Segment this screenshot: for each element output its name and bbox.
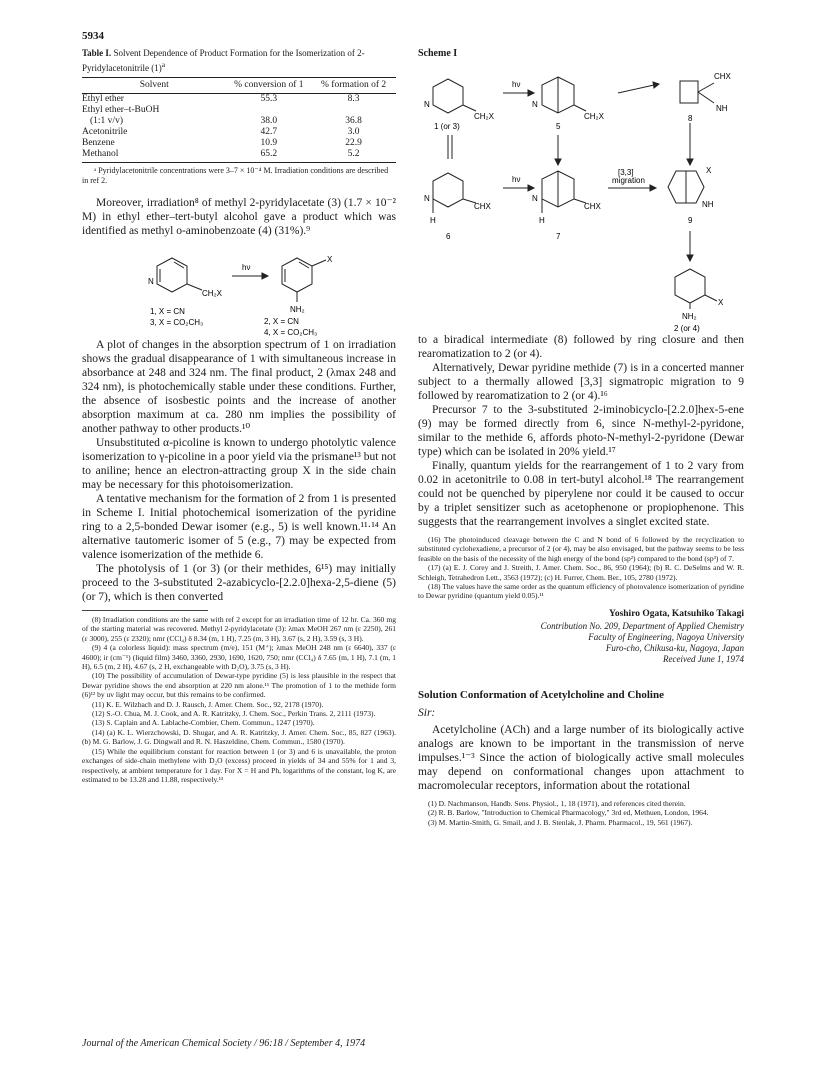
scheme-label-9: 9 — [688, 216, 693, 225]
svg-text:N: N — [532, 194, 538, 203]
cell-formation: 5.2 — [311, 149, 396, 163]
scheme-hv-2: hν — [512, 175, 521, 184]
cell-conversion: 42.7 — [260, 127, 278, 137]
solvent-table — [82, 77, 396, 163]
scheme-label-6: 6 — [446, 232, 451, 241]
scheme-struct-1 — [433, 79, 463, 113]
scheme-chx-8: CHX — [714, 72, 731, 81]
scheme-struct-2 — [675, 269, 705, 303]
scheme-label-8: 8 — [688, 114, 693, 123]
reference-item: (15) While the equilibrium constant for reaction between 1 (or 3) and 6 is unavailable, the proton exchanges of side-chain methylene with D₂O (excess) proceed in yields of 34 and 55% for 1 and 3, respectively, at ambient temperature for 1 day. For X = H and Ph, logarithms of the constant, log K, are estimated to be 13.28 and 11.88, respectively.¹³ — [82, 746, 396, 784]
reference-item: (14) (a) K. L. Wierzchowski, D. Shugar, and A. R. Katritzky, J. Amer. Chem. Soc., 85, 827 (1963). (b) M. G. Barlow, J. G. Dingwall and R. N. Haszeldine, Chem. Commun., 1580 (1970). — [82, 727, 396, 747]
reference-item: (2) R. B. Barlow, "Introduction to Chemical Pharmacology," 3rd ed, Methuen, London, 1964. — [428, 808, 709, 818]
table-footnote: ᵃ Pyridylacetonitrile concentrations were 3–7 × 10⁻⁴ M. Irradiation conditions are described in ref 2. — [82, 166, 389, 185]
cell-solvent: Methanol — [82, 149, 226, 163]
article-title: Solution Conformation of Acetylcholine and Choline — [418, 688, 664, 701]
right-paragraph-3: Precursor 7 to the 3-substituted 2-iminobicyclo-[2.2.0]hex-5-ene (9) may be formed directly from 6, since N-methyl-2-pyridone, similar to the methide 6, affords photo-N-methyl-2-pyridone (Dewar type) which can be isolated in 20% yield.¹⁷ — [418, 404, 744, 458]
cell-conversion — [226, 105, 311, 116]
right-references-2 — [418, 799, 744, 827]
cell-conversion: 55.3 — [260, 94, 278, 104]
author-names: Yoshiro Ogata, Katsuhiko Takagi — [609, 608, 744, 619]
cell-formation: 36.8 — [345, 116, 362, 126]
scheme-h-6: H — [430, 216, 436, 225]
left-paragraph-3: Unsubstituted α-picoline is known to undergo photolytic valence isomerization to γ-picoline in a poor yield via the prismane¹³ but not to aniline; hence an electron-attracting group X in the side chain may be necessary for this photoisomerization. — [82, 437, 396, 491]
left-footnote-rule — [82, 610, 208, 611]
reaction-structures — [82, 238, 396, 338]
table-header-conversion: % conversion of 1 — [226, 78, 311, 94]
scheme-struct-8 — [680, 81, 698, 103]
affiliation-2: Faculty of Engineering, Nagoya University — [588, 631, 744, 642]
reference-item: (8) Irradiation conditions are the same with ref 2 except for an irradiation time of 12 hr. Ca. 360 mg of the starting material was recovered. Methyl 2-pyridylacetate (3): λmax MeOH 267 nm (ε 2250), 261 (ε 3000), 255 (ε 2320); nmr (CCl₄) δ 8.34 (m, 1 H), 7.25 (m, 3 H), 3.67 (s, 2 H), 3.59 (s, 3 H). — [82, 615, 396, 643]
svg-text:N: N — [532, 100, 538, 109]
table-caption-text: Solvent Dependence of Product Formation for the Isomerization of 2-Pyridylacetonitrile (1) — [82, 48, 365, 73]
reference-item: (17) (a) E. J. Corey and J. Streith, J. Amer. Chem. Soc., 86, 950 (1964); (b) R. C. DeSelms and W. R. Schleigh, Tetrahedron Lett., 3563 (1972); (c) H. Furrer, Chem. Ber., 105, 2780 (1972). — [418, 563, 744, 582]
reference-item: (9) 4 (a colorless liquid): mass spectrum (m/e), 151 (M⁺); λmax MeOH 248 nm (ε 6640), 337 (ε 4600); ir (cm⁻¹) (liquid film) 3460, 3360, 2930, 1690, 1620, 750; nmr (CCl₄) δ 7.65 (m, 1 H), 7.1 (m, 1 H), 6.5 (m, 2 H), 4.67 (s, 2 H, exchangeable with D₂O), 3.75 (s, 3 H). — [82, 643, 396, 672]
table-caption: Table I. Solvent Dependence of Product Formation for the Isomerization of 2-Pyridylacetonitrile $(1)^a$ — [82, 48, 365, 73]
reference-item: (10) The possibility of accumulation of Dewar-type pyridine (5) is less plausible in the respect that Dewar pyridine shows the end absorption at 220 nm alone.¹¹ The promotion of 1 to the methide form (6)¹² by uv light may occur, but this remains to be confirmed. — [82, 671, 396, 700]
aniline-structure — [282, 258, 326, 302]
scheme-struct-6 — [433, 173, 463, 207]
left-paragraph-4: A tentative mechanism for the formation of 2 from 1 is presented in Scheme I. Initial photochemical isomerization of the pyridine ring to a 2,5-bonded Dewar isomer (e.g., 5) is well known.¹¹·¹⁴ An alternative tautomeric isomer of 5 (e.g., 7) may be expected from valence isomerization of the methide 6. — [82, 493, 396, 561]
svg-text:N: N — [424, 194, 430, 203]
scheme-diagram — [418, 63, 744, 333]
struct-x: X — [327, 255, 333, 264]
affiliation-1: Contribution No. 209, Department of Applied Chemistry — [540, 620, 744, 631]
table-row — [82, 138, 396, 149]
cell-conversion: 65.2 — [226, 149, 311, 163]
reference-item: (1) D. Nachmanson, Handb. Sens. Physiol., 1, 18 (1971), and references cited therein. — [428, 798, 686, 808]
cell-formation: 8.3 — [347, 94, 360, 104]
cell-conversion: 38.0 — [260, 116, 278, 126]
right-column — [418, 48, 744, 827]
struct-label-1: 1, X = CN — [150, 307, 185, 316]
scheme-ch2x-1: CH₂X — [474, 112, 494, 121]
table-row — [82, 149, 396, 163]
pyridine-structure — [157, 258, 202, 292]
reference-item: (11) K. E. Wilzbach and D. J. Rausch, J. Amer. Chem. Soc., 92, 2178 (1970). — [92, 699, 324, 709]
left-paragraph-1: Moreover, irradiation⁸ of methyl 2-pyridylacetate (3) (1.7 × 10⁻² M) in ethyl ether–tert-butyl alcohol gave a product which was identified as methyl o-aminobenzoate (4) (31%).⁹ — [82, 197, 396, 237]
table-row — [82, 116, 396, 127]
scheme-chx-6: CHX — [474, 202, 491, 211]
scheme-nh2-2: NH₂ — [682, 312, 697, 321]
struct-label-4: 4, X = CO₂CH₃ — [264, 328, 318, 337]
hv-label: hν — [242, 263, 251, 272]
cell-formation: 3.0 — [347, 127, 360, 137]
table-row — [82, 94, 396, 106]
struct-nh2: NH₂ — [290, 305, 305, 314]
reaction-arrow — [232, 273, 268, 279]
table-header-solvent: Solvent — [82, 78, 226, 94]
salutation: Sir: — [418, 706, 436, 719]
reference-item: (12) S.-O. Chua, M. J. Cook, and A. R. Katritzky, J. Chem. Soc., Perkin Trans. 2, 2111 (1973). — [92, 709, 376, 719]
table-row — [82, 105, 396, 116]
cell-solvent: Ethyl ether — [82, 94, 124, 104]
scheme-title: Scheme I — [418, 48, 458, 59]
scheme-ch2x-5: CH₂X — [584, 112, 604, 121]
page-number: 5934 — [82, 30, 104, 42]
svg-text:N: N — [424, 100, 430, 109]
cell-conversion: 10.9 — [260, 138, 278, 148]
scheme-x-9: X — [706, 166, 712, 175]
cell-solvent: Ethyl ether–t-BuOH — [82, 105, 160, 115]
scheme-nh-8: NH — [716, 104, 728, 113]
cell-solvent: (1:1 v/v) — [90, 116, 123, 126]
cell-solvent: Acetonitrile — [82, 127, 128, 137]
right-references — [418, 535, 744, 601]
cell-solvent: Benzene — [82, 138, 115, 148]
left-references — [82, 615, 396, 784]
journal-footer: Journal of the American Chemical Society / 96:18 / September 4, 1974 — [82, 1038, 366, 1049]
cell-formation — [311, 105, 396, 116]
left-paragraph-2: A plot of changes in the absorption spectrum of 1 on irradiation shows the gradual disappearance of 1 with simultaneous increase in absorbance at 248 and 324 nm. The final product, 2 (λmax 248 and 324 nm), is photochemically stable under these conditions. Further, the absence of isosbestic points and the increase of another absorption maximum at ca. 280 nm implies the possibility of another pathway to other products.¹⁰ — [82, 339, 396, 435]
cell-formation: 22.9 — [345, 138, 362, 148]
scheme-label-2: 2 (or 4) — [674, 324, 700, 333]
struct-n-label: N — [148, 277, 154, 286]
right-paragraph-4: Finally, quantum yields for the rearrangement of 1 to 2 vary from 0.02 in acetonitrile to 0.08 in tert-butyl alcohol.¹⁸ The rearrangement could not be quenched by piperylene nor could it be caused to occur by a triplet sensitizer such as acetophenone or propiophenone. This suggests that the rearrangement involves a singlet excited state. — [418, 460, 744, 528]
reference-item: (16) The photoinduced cleavage between the C and N bond of 6 followed by the recyclization to substituted cyclohexadiene, a precursor of 2 (or 4), may be also envisaged, but the pathway seems to be less feasible on the basis of the necessity of the high energy of the bond (sp²) compared to the bond (sp³) of 7. — [418, 535, 744, 563]
scheme-hv-1: hν — [512, 80, 521, 89]
left-paragraph-5: The photolysis of 1 (or 3) (or their methides, 6¹⁵) may initially proceed to the 3-substituted 2-azabicyclo-[2.2.0]hexa-2,5-diene (5) (or 7), which is then converted — [82, 563, 396, 603]
struct-label-2: 2, X = CN — [264, 317, 299, 326]
scheme-chx-7: CHX — [584, 202, 601, 211]
received-date: Received June 1, 1974 — [663, 653, 744, 664]
struct-ch2x: CH₂X — [202, 289, 222, 298]
scheme-nh-9: NH — [702, 200, 714, 209]
left-column — [82, 48, 396, 784]
table-row — [82, 127, 396, 138]
right-paragraph-1: to a biradical intermediate (8) followed by ring closure and then rearomatization to 2 (or 4). — [418, 334, 744, 360]
reference-item: (18) The values have the same order as the quantum efficiency of photovalence isomerization of pyridine to Dewar pyridine (quantum yield 0.05).¹¹ — [418, 582, 744, 601]
struct-label-3: 3, X = CO₂CH₃ — [150, 318, 204, 327]
table-caption-label: Table I. — [82, 48, 112, 58]
table-header-formation: % formation of 2 — [311, 78, 396, 94]
scheme-h-7: H — [539, 216, 545, 225]
scheme-label-5: 5 — [556, 122, 561, 131]
scheme-migration-1: [3,3] — [618, 168, 634, 177]
scheme-label-7: 7 — [556, 232, 561, 241]
scheme-x-2: X — [718, 298, 724, 307]
scheme-migration-2: migration — [612, 176, 645, 185]
reference-item: (13) S. Caplain and A. Lablache-Combier, Chem. Commun., 1247 (1970). — [92, 718, 315, 728]
affiliation-3: Furo-cho, Chikusa-ku, Nagoya, Japan — [605, 642, 744, 653]
right-paragraph-5: Acetylcholine (ACh) and a large number of its biologically active analogs are known to be important in the transmission of nerve impulses.¹⁻³ Since the action of biologically active small molecules may depend on conformational changes upon attachment to macromolecular receptors, information about the rotational — [418, 723, 744, 792]
reference-item: (3) M. Martin-Smith, G. Smail, and J. B. Stenlak, J. Pharm. Pharmacol., 19, 561 (1967). — [428, 817, 693, 827]
scheme-label-1: 1 (or 3) — [434, 122, 460, 131]
right-paragraph-2: Alternatively, Dewar pyridine methide (7) is in a concerted manner subject to a thermally allowed [3,3] sigmatropic migration to 9 followed by rearomatization to 2 (or 4).¹⁶ — [418, 362, 744, 402]
